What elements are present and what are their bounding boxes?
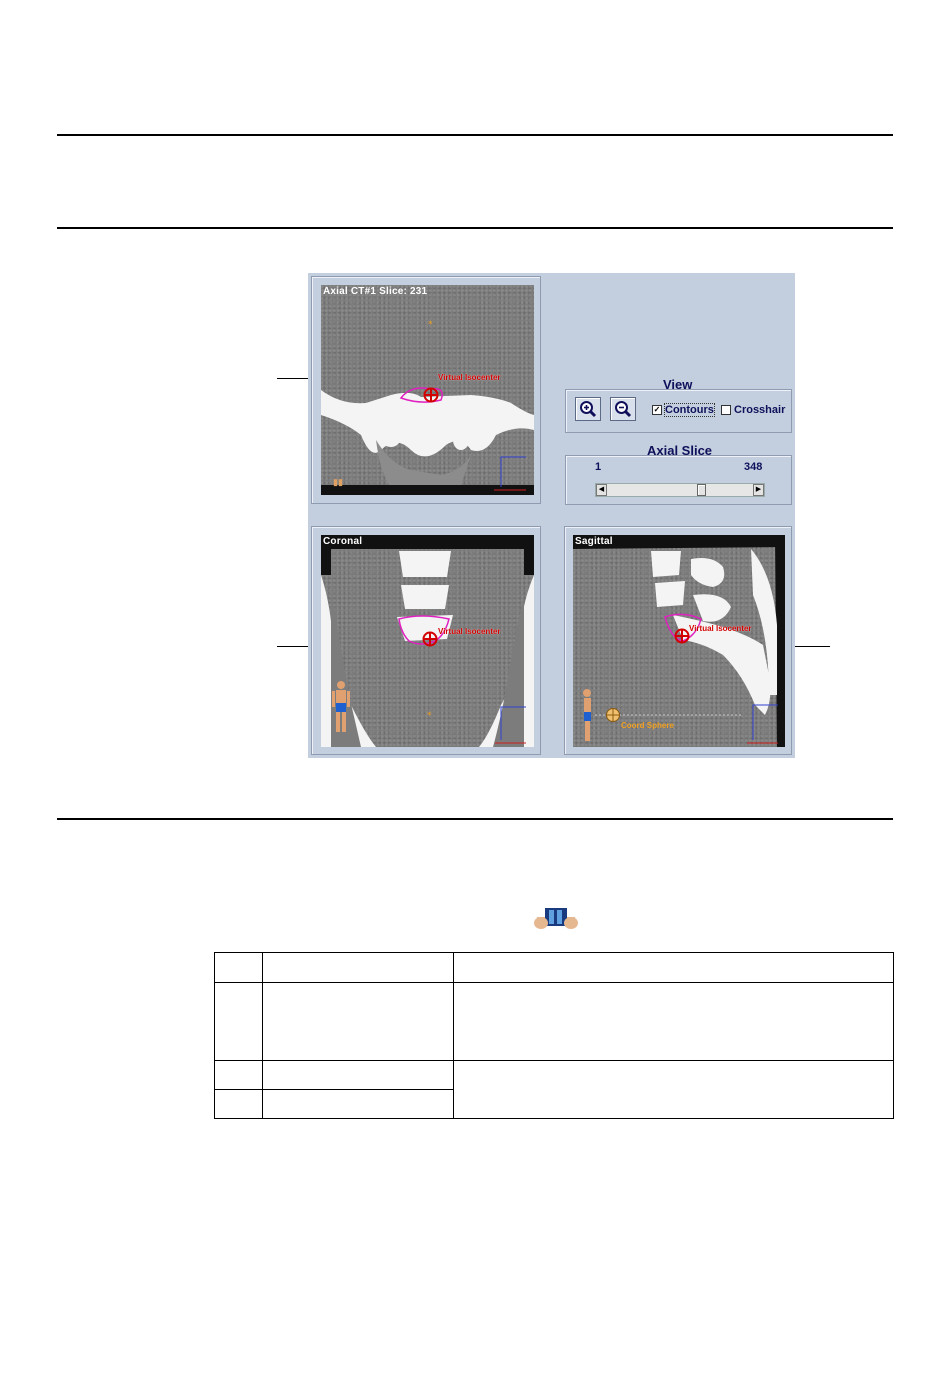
spec-table <box>214 952 894 1119</box>
sagittal-image[interactable] <box>573 535 785 747</box>
axial-slice-title: Axial Slice <box>647 443 713 458</box>
table-cell <box>454 953 894 983</box>
table-cell <box>215 1061 263 1090</box>
axial-isocenter-label: Virtual Isocenter <box>438 373 501 382</box>
contours-checkbox[interactable] <box>652 404 714 416</box>
coronal-isocenter-label: Virtual Isocenter <box>438 627 501 636</box>
coronal-view-label: Coronal <box>323 536 363 547</box>
slice-min-value: 1 <box>595 461 602 473</box>
crosshair-checkbox[interactable] <box>721 404 785 416</box>
view-group-title: View <box>663 377 693 392</box>
contours-label: Contours <box>665 404 714 416</box>
table-cell <box>215 953 263 983</box>
patient-figure-icon: ▮▮ <box>333 477 343 487</box>
rule-third <box>57 818 893 820</box>
axial-image[interactable] <box>321 285 534 495</box>
slice-max-value: 348 <box>744 461 763 473</box>
magnifier-minus-icon <box>614 400 632 418</box>
rule-second <box>57 227 893 229</box>
axial-view-label: Axial CT#1 Slice: 231 <box>323 286 428 297</box>
rule-top <box>57 134 893 136</box>
coronal-image[interactable] <box>321 535 534 747</box>
crosshair-check-box <box>721 405 731 415</box>
table-cell <box>454 1061 894 1119</box>
side-human-figure-icon <box>583 689 591 741</box>
table-cell <box>263 953 454 983</box>
magnifier-plus-icon <box>579 400 597 418</box>
table-cell <box>263 1061 454 1090</box>
axial-view-panel <box>311 276 541 504</box>
slider-thumb[interactable] <box>697 484 706 496</box>
table-cell <box>263 1090 454 1119</box>
axial-slice-slider[interactable] <box>595 483 765 497</box>
ct-viewer-screenshot <box>308 273 795 758</box>
zoom-out-button[interactable] <box>610 397 636 421</box>
svg-text:*: * <box>427 711 432 721</box>
table-cell <box>215 1090 263 1119</box>
coord-sphere-label: Coord Sphere <box>621 721 674 730</box>
sagittal-view-label: Sagittal <box>575 536 613 547</box>
table-cell <box>215 983 263 1061</box>
sagittal-isocenter-label: Virtual Isocenter <box>689 624 752 633</box>
slider-left-arrow[interactable]: ◀ <box>596 484 607 496</box>
contours-check-mark: ✓ <box>653 405 661 414</box>
svg-text:*: * <box>428 320 433 330</box>
patient-position-icon[interactable] <box>532 905 580 933</box>
coronal-view-panel <box>311 526 541 755</box>
table-cell <box>454 983 894 1061</box>
table-cell <box>263 983 454 1061</box>
sagittal-view-panel <box>564 526 792 755</box>
crosshair-label: Crosshair <box>734 404 786 416</box>
zoom-in-button[interactable] <box>575 397 601 421</box>
slider-right-arrow[interactable]: ▶ <box>753 484 764 496</box>
